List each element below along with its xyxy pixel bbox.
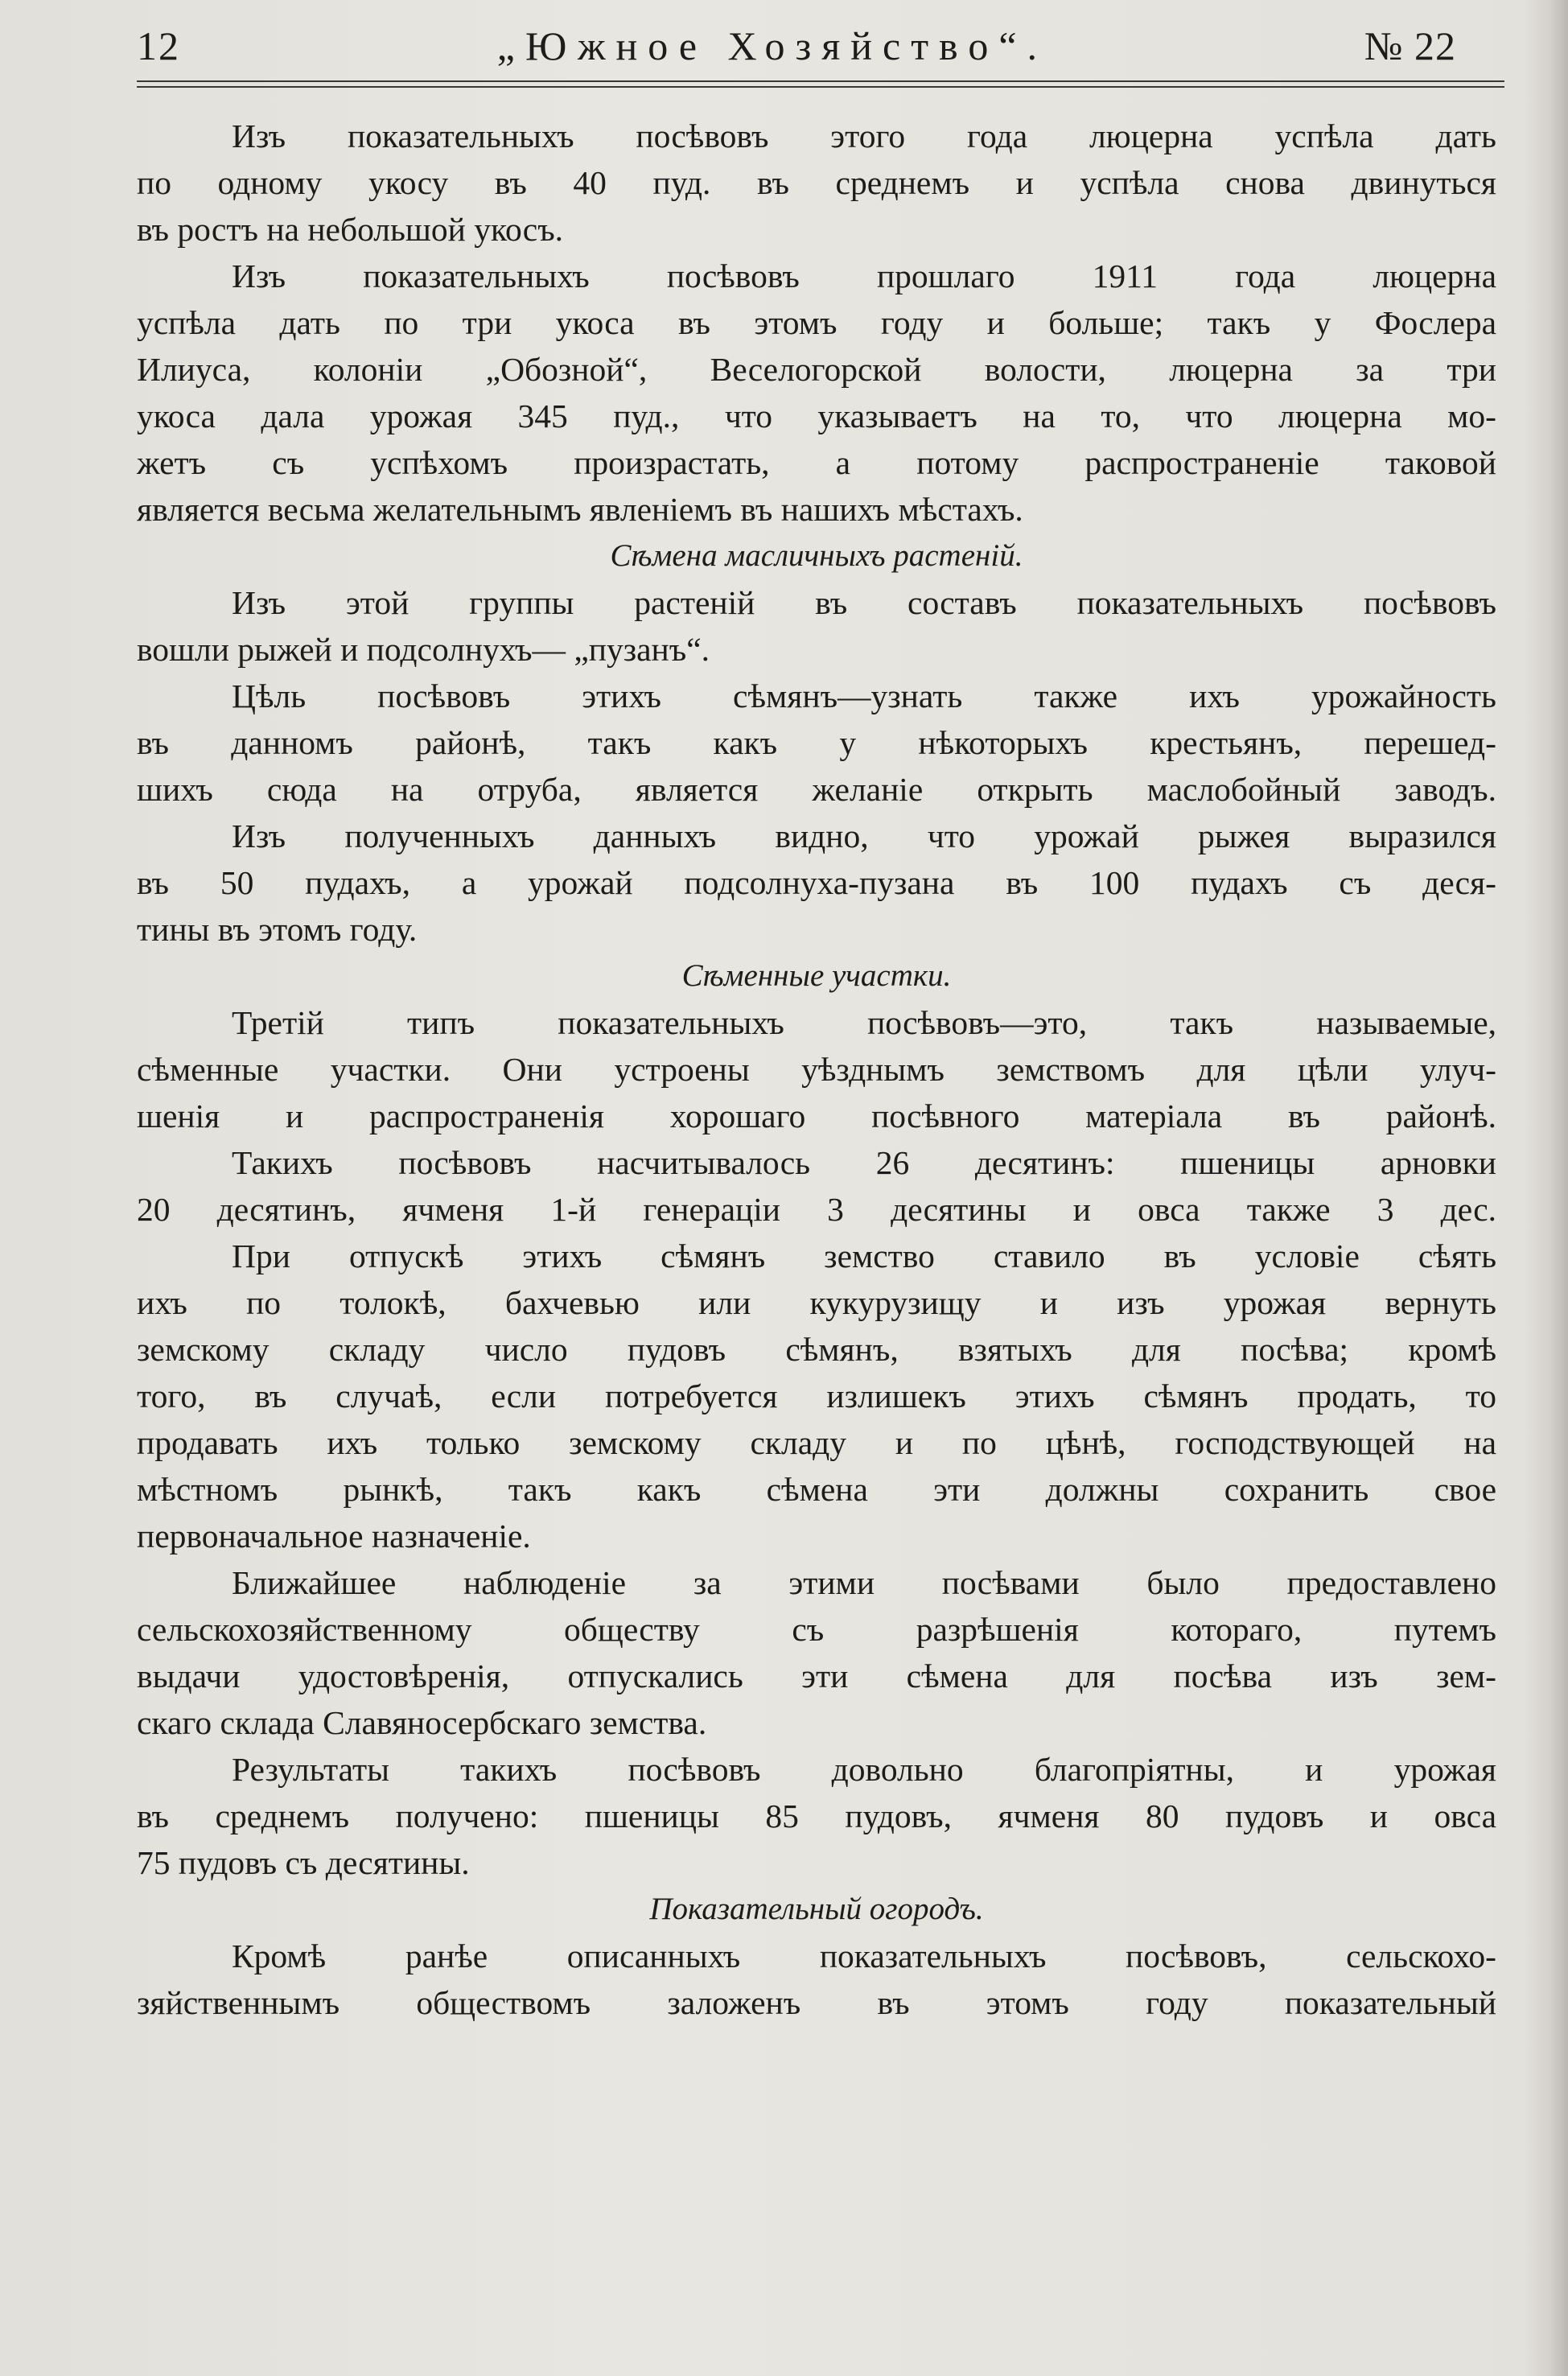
text-line: успѣла дать по три укоса въ этомъ году и больше; такъ у Фослера <box>137 304 1496 341</box>
text-line: тины въ этомъ году. <box>137 911 418 948</box>
text-line: зяйственнымъ обществомъ заложенъ въ этомъ году показательный <box>137 1984 1496 2021</box>
page-number: 12 <box>137 23 180 68</box>
text-line: Изъ этой группы растеній въ составъ показательныхъ посѣвовъ <box>232 584 1496 621</box>
text-line: продавать ихъ только земскому складу и по цѣнѣ, господствующей на <box>137 1424 1496 1461</box>
header-rule <box>137 80 1504 82</box>
article-body <box>137 113 1496 2026</box>
text-line: въ 50 пудахъ, а урожай подсолнуха-пузана въ 100 пудахъ съ деся- <box>137 864 1496 901</box>
text-line: сельскохозяйственному обществу съ разрѣшенія котораго, путемъ <box>137 1611 1496 1648</box>
text-line: Такихъ посѣвовъ насчитывалось 26 десятинъ: пшеницы арновки <box>232 1144 1496 1181</box>
binding-shadow <box>1524 0 1568 2376</box>
text-line: При отпускѣ этихъ сѣмянъ земство ставило въ условіе сѣять <box>232 1237 1496 1274</box>
text-line: Результаты такихъ посѣвовъ довольно благопріятны, и урожая <box>232 1751 1496 1788</box>
text-line: первоначальное назначеніе. <box>137 1517 531 1554</box>
text-line: того, въ случаѣ, если потребуется излишекъ этихъ сѣмянъ продать, то <box>137 1377 1496 1414</box>
text-line: Изъ показательныхъ посѣвовъ этого года люцерна успѣла дать <box>232 117 1496 154</box>
issue-number: № 22 <box>1364 23 1456 68</box>
text-line: ихъ по толокѣ, бахчевью или кукурузищу и изъ урожая вернуть <box>137 1284 1496 1321</box>
text-line: по одному укосу въ 40 пуд. въ среднемъ и успѣла снова двинуться <box>137 164 1496 201</box>
text-line: укоса дала урожая 345 пуд., что указываетъ на то, что люцерна мо- <box>137 397 1496 434</box>
text-line: сѣменные участки. Они устроены уѣзднымъ земствомъ для цѣли улуч- <box>137 1051 1496 1088</box>
text-line: 20 десятинъ, ячменя 1-й генераціи 3 десятины и овса также 3 дес. <box>137 1191 1496 1228</box>
journal-title: „Южное Хозяйство“. <box>496 23 1048 68</box>
text-line: мѣстномъ рынкѣ, такъ какъ сѣмена эти должны сохранить свое <box>137 1471 1496 1508</box>
section-heading: Показательный огородъ. <box>649 1892 984 1926</box>
text-line: Изъ показательныхъ посѣвовъ прошлаго 1911 года люцерна <box>232 257 1496 294</box>
text-line: въ среднемъ получено: пшеницы 85 пудовъ, ячменя 80 пудовъ и овса <box>137 1797 1496 1835</box>
header-rule <box>137 86 1504 88</box>
text-line: вошли рыжей и подсолнухъ— „пузанъ“. <box>137 631 710 668</box>
text-line: шихъ сюда на отруба, является желаніе открыть маслобойный заводъ. <box>137 771 1496 808</box>
text-line: Цѣль посѣвовъ этихъ сѣмянъ—узнать также ихъ урожайность <box>232 677 1496 714</box>
text-line: шенія и распространенія хорошаго посѣвного матеріала въ районѣ. <box>137 1097 1496 1134</box>
text-line: является весьма желательнымъ явленіемъ въ нашихъ мѣстахъ. <box>137 491 1023 528</box>
text-line: въ ростъ на небольшой укосъ. <box>137 211 564 248</box>
running-header <box>137 23 1456 72</box>
text-line: скаго склада Славяносербскаго земства. <box>137 1704 707 1741</box>
text-line: Третій типъ показательныхъ посѣвовъ—это, такъ называемые, <box>232 1004 1496 1041</box>
text-line: 75 пудовъ съ десятины. <box>137 1844 470 1881</box>
text-line: Илиуса, колоніи „Обозной“, Веселогорской волости, люцерна за три <box>137 351 1496 388</box>
text-line: Ближайшее наблюденіе за этими посѣвами было предоставлено <box>232 1564 1496 1601</box>
text-line: земскому складу число пудовъ сѣмянъ, взятыхъ для посѣва; кромѣ <box>137 1331 1496 1368</box>
section-heading: Сѣменные участки. <box>681 958 952 993</box>
text-line: Кромѣ ранѣе описанныхъ показательныхъ посѣвовъ, сельскохо- <box>232 1937 1496 1975</box>
text-line: Изъ полученныхъ данныхъ видно, что урожай рыжея выразился <box>232 817 1496 854</box>
text-line: выдачи удостовѣренія, отпускались эти сѣмена для посѣва изъ зем- <box>137 1657 1496 1694</box>
section-heading: Сѣмена масличныхъ растеній. <box>610 538 1023 573</box>
text-line: жетъ съ успѣхомъ произрастать, а потому распространеніе таковой <box>137 444 1496 481</box>
text-line: въ данномъ районѣ, такъ какъ у нѣкоторыхъ крестьянъ, перешед- <box>137 724 1496 761</box>
